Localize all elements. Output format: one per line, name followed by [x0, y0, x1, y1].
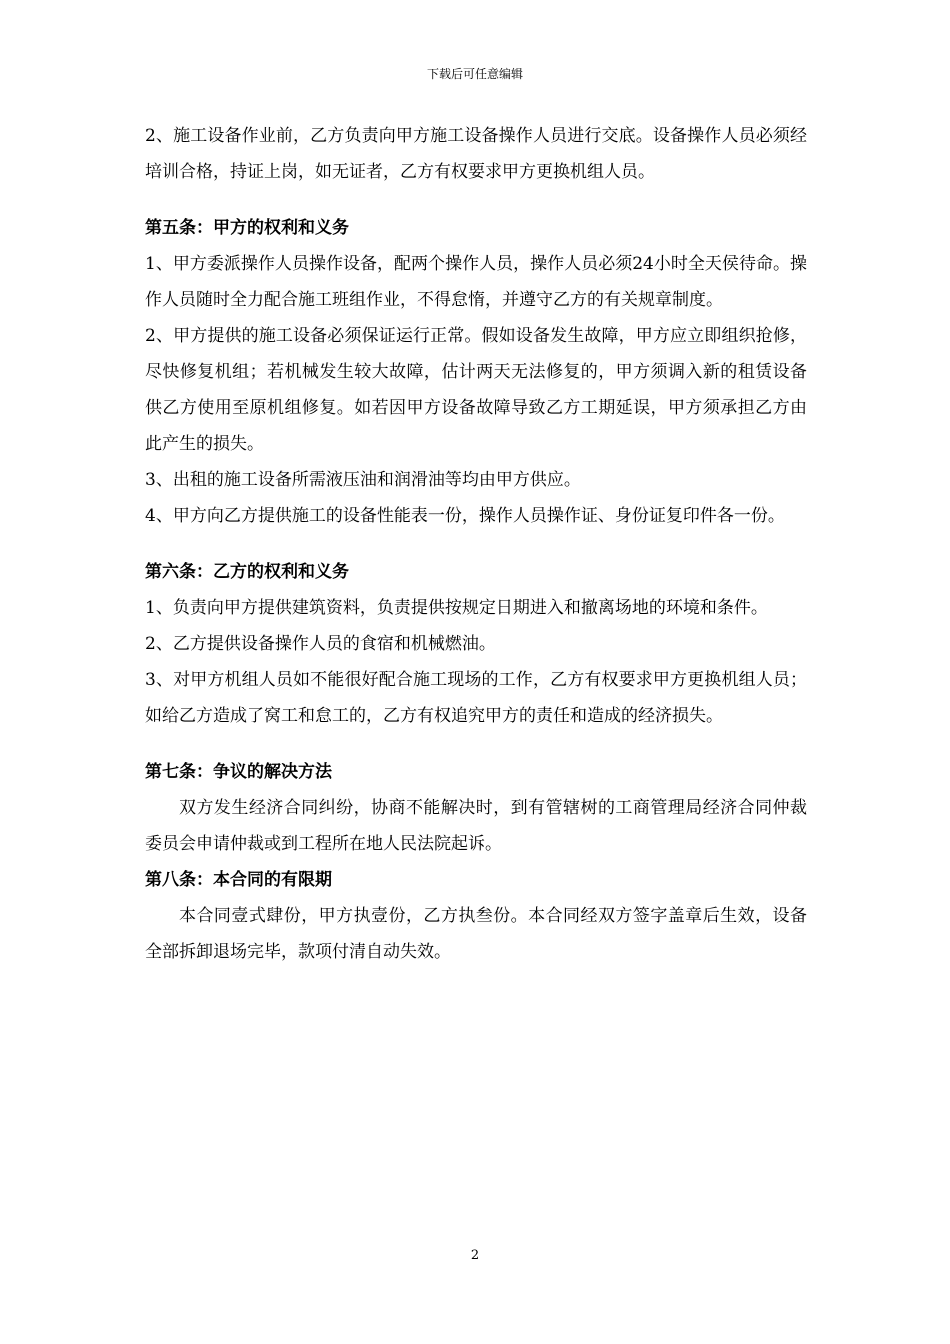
section-5-item-3: 3、出租的施工设备所需液压油和润滑油等均由甲方供应。: [145, 470, 581, 490]
section-7-title: 第七条：争议的解决方法: [145, 762, 332, 782]
section-5-item-4: 4、甲方向乙方提供施工的设备性能表一份，操作人员操作证、身份证复印件各一份。: [145, 506, 785, 526]
page-header: 下载后可任意编辑: [426, 67, 523, 81]
section-6-title: 第六条：乙方的权利和义务: [145, 562, 349, 582]
section-8-title: 第八条：本合同的有限期: [145, 870, 332, 890]
spacer: [145, 190, 807, 210]
section-6-item-2: 2、乙方提供设备操作人员的食宿和机械燃油。: [145, 634, 496, 654]
spacer: [145, 734, 807, 754]
document-body: [145, 118, 807, 970]
section-8-body: 本合同壹式肆份，甲方执壹份，乙方执叁份。本合同经双方签字盖章后生效，设备全部拆卸退场完毕，款项付清自动失效。: [145, 906, 807, 962]
page-number: 2: [470, 1248, 480, 1263]
section-7-body: 双方发生经济合同纠纷，协商不能解决时，到有管辖树的工商管理局经济合同仲裁委员会申请仲裁或到工程所在地人民法院起诉。: [145, 798, 807, 854]
section-5-title: 第五条：甲方的权利和义务: [145, 218, 349, 238]
paragraph-pre-2: 2、施工设备作业前，乙方负责向甲方施工设备操作人员进行交底。设备操作人员必须经培训合格，持证上岗，如无证者，乙方有权要求甲方更换机组人员。: [145, 126, 807, 182]
spacer: [145, 534, 807, 554]
section-5-item-2: 2、甲方提供的施工设备必须保证运行正常。假如设备发生故障，甲方应立即组织抢修，尽快修复机组；若机械发生较大故障，估计两天无法修复的，甲方须调入新的租赁设备供乙方使用至原机组修复。如若因甲方设备故障导致乙方工期延误，甲方须承担乙方由此产生的损失。: [145, 326, 807, 454]
section-5-item-1: 1、甲方委派操作人员操作设备，配两个操作人员，操作人员必须24小时全天侯待命。操作人员随时全力配合施工班组作业，不得怠惰，并遵守乙方的有关规章制度。: [145, 254, 807, 310]
section-6-item-1: 1、负责向甲方提供建筑资料，负责提供按规定日期进入和撤离场地的环境和条件。: [145, 598, 768, 618]
section-6-item-3: 3、对甲方机组人员如不能很好配合施工现场的工作，乙方有权要求甲方更换机组人员；如给乙方造成了窝工和怠工的，乙方有权追究甲方的责任和造成的经济损失。: [145, 670, 807, 726]
